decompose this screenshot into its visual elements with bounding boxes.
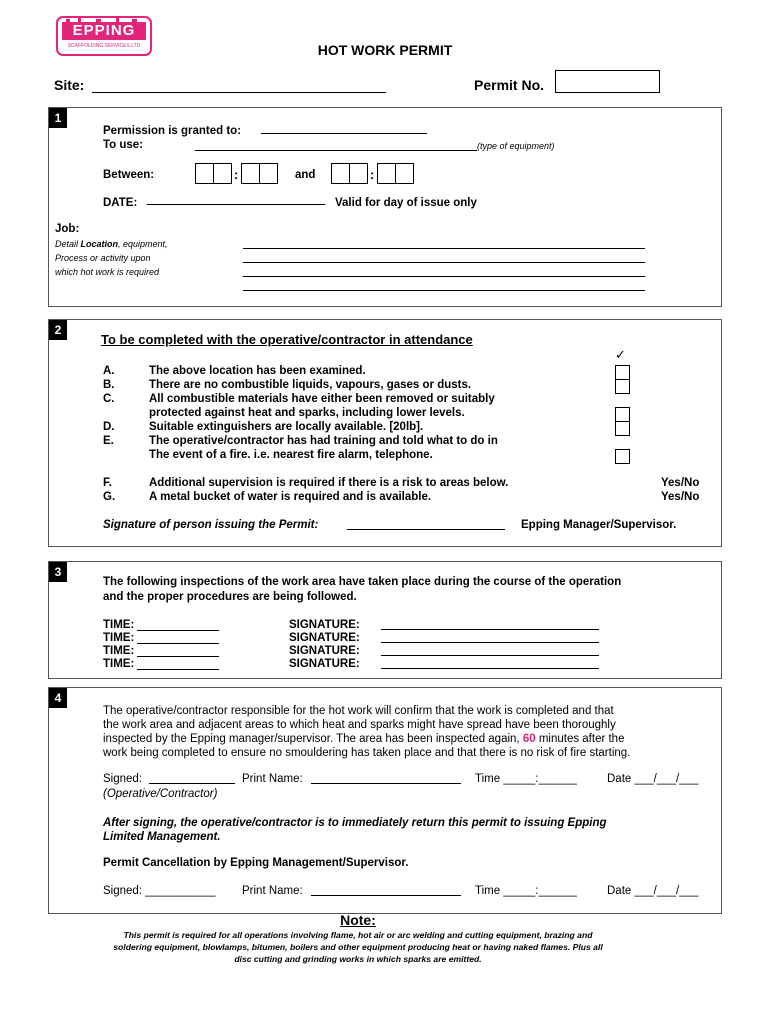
time-colon: : <box>234 167 239 182</box>
job-detail-line3: which hot work is required <box>55 267 160 277</box>
completion-text-1: The operative/contractor responsible for the hot work will confirm that the work is completed and that <box>103 705 614 717</box>
section-1 <box>48 107 722 307</box>
checklist-text: There are no combustible liquids, vapours, gases or dusts. <box>149 379 472 391</box>
signature-field-2[interactable] <box>381 642 599 643</box>
item-f-yesno[interactable]: Yes/No <box>661 477 700 489</box>
permit-no-label: Permit No. <box>474 77 545 93</box>
permission-label: Permission is granted to: <box>103 125 242 137</box>
equipment-field[interactable] <box>195 150 477 151</box>
minutes-value: 60 <box>522 733 536 745</box>
checkbox-a[interactable] <box>615 365 630 380</box>
operative-print-name-field[interactable] <box>311 783 461 784</box>
to-use-label: To use: <box>103 139 144 151</box>
permission-field[interactable] <box>261 133 427 134</box>
completion-text-3 <box>103 733 624 745</box>
checklist-text: The event of a fire. i.e. nearest fire alarm, telephone. <box>149 449 433 461</box>
after-signing-note-2: Limited Management. <box>103 831 221 843</box>
cancel-print-name-label: Print Name: <box>242 885 303 897</box>
end-hour-1[interactable] <box>331 163 350 184</box>
checklist-text: Suitable extinguishers are locally available. [20lb]. <box>149 421 424 433</box>
checklist-text: The operative/contractor has had training and told what to do in <box>149 435 498 447</box>
tick-icon: ✓ <box>615 347 626 362</box>
job-field-4[interactable] <box>243 290 645 291</box>
end-min-2[interactable] <box>395 163 414 184</box>
job-field-3[interactable] <box>243 276 645 277</box>
note-line-1: This permit is required for all operations involving flame, hot air or arc welding and cutting equipment, brazing and <box>123 930 593 940</box>
signature-label: SIGNATURE: <box>289 632 360 644</box>
operative-caption: (Operative/Contractor) <box>103 788 218 800</box>
logo-brand: EPPING <box>72 22 136 39</box>
note-heading: Note: <box>340 912 376 928</box>
checklist-letter: D. <box>103 421 115 433</box>
issuer-role: Epping Manager/Supervisor. <box>521 519 677 531</box>
section-number: 3 <box>49 562 67 582</box>
signature-label: SIGNATURE: <box>289 645 360 657</box>
time-label: TIME: <box>103 658 135 670</box>
date-field[interactable] <box>147 204 325 205</box>
checkbox-e[interactable] <box>615 449 630 464</box>
permit-no-field[interactable] <box>555 70 660 93</box>
start-hour-1[interactable] <box>195 163 214 184</box>
checklist-letter: B. <box>103 379 115 391</box>
signature-label: SIGNATURE: <box>289 658 360 670</box>
job-label: Job: <box>55 223 80 235</box>
cancel-print-name-field[interactable] <box>311 895 461 896</box>
section-4 <box>48 687 722 914</box>
signed-label: Signed: <box>103 773 143 785</box>
section-2-heading: To be completed with the operative/contractor in attendance <box>101 332 473 347</box>
cancellation-heading: Permit Cancellation by Epping Management/Supervisor. <box>103 857 409 869</box>
time-field-2[interactable] <box>137 643 219 644</box>
completion-text: inspected by the Epping manager/supervisor. The area has been inspected again, <box>103 733 523 745</box>
signature-field-3[interactable] <box>381 655 599 656</box>
checklist-text: protected against heat and sparks, including lower levels. <box>149 407 465 419</box>
time-field-1[interactable] <box>137 630 219 631</box>
job-field-1[interactable] <box>243 248 645 249</box>
section-number: 2 <box>49 320 67 340</box>
checkbox-b[interactable] <box>615 379 630 394</box>
checkbox-d[interactable] <box>615 421 630 436</box>
job-detail-line1 <box>55 239 168 249</box>
note-line-2: soldering equipment, blowlamps, bitumen, boilers and other equipment producing heat or having naked flames. Plus all <box>113 942 603 952</box>
logo-tagline: SCAFFOLDING SERVICES LTD <box>67 43 141 49</box>
detail-text: Detail <box>55 239 81 249</box>
section-number: 4 <box>49 688 67 708</box>
cancel-signed-field[interactable]: Signed: ___________ <box>103 885 216 897</box>
start-hour-2[interactable] <box>213 163 232 184</box>
note-line-3: disc cutting and grinding works in which sparks are emitted. <box>234 954 482 964</box>
between-label: Between: <box>103 169 155 181</box>
checklist-text: All combustible materials have either been removed or suitably <box>149 393 495 405</box>
start-min-2[interactable] <box>259 163 278 184</box>
checklist-letter: E. <box>103 435 114 447</box>
job-detail-line2: Process or activity upon <box>55 253 151 263</box>
checkbox-c[interactable] <box>615 407 630 422</box>
time-label: TIME: <box>103 619 135 631</box>
page-title: HOT WORK PERMIT <box>317 42 453 58</box>
section-3-text-2: and the proper procedures are being followed. <box>103 591 357 603</box>
time-field-4[interactable] <box>137 669 219 670</box>
issuer-signature-field[interactable] <box>347 529 505 530</box>
signature-field-1[interactable] <box>381 629 599 630</box>
operative-date-field[interactable]: Date ___/___/___ <box>607 773 699 785</box>
start-min-1[interactable] <box>241 163 260 184</box>
item-g-letter: G. <box>103 491 116 503</box>
signature-field-4[interactable] <box>381 668 599 669</box>
completion-text-2: the work area and adjacent areas to which heat and sparks might have spread have been thoroughly <box>103 719 616 731</box>
completion-text-4: work being completed to ensure no smouldering has taken place and that there is no risk of fire starting. <box>103 747 631 759</box>
cancel-date-field[interactable]: Date ___/___/___ <box>607 885 699 897</box>
end-min-1[interactable] <box>377 163 396 184</box>
checklist-letter: C. <box>103 393 115 405</box>
item-f-text: Additional supervision is required if there is a risk to areas below. <box>149 477 509 489</box>
detail-text: , equipment, <box>118 239 168 249</box>
section-3 <box>48 561 722 679</box>
signature-label: SIGNATURE: <box>289 619 360 631</box>
time-label: TIME: <box>103 645 135 657</box>
section-2 <box>48 319 722 547</box>
section-number: 1 <box>49 108 67 128</box>
section-3-text-1: The following inspections of the work area have taken place during the course of the operation <box>103 576 622 588</box>
checklist-letter: A. <box>103 365 115 377</box>
item-g-text: A metal bucket of water is required and is available. <box>149 491 432 503</box>
time-colon: : <box>370 167 375 182</box>
type-equipment-hint: (type of equipment) <box>477 141 555 151</box>
site-field[interactable] <box>92 92 386 93</box>
after-signing-note-1: After signing, the operative/contractor is to immediately return this permit to issuing Epping <box>103 817 607 829</box>
item-g-yesno[interactable]: Yes/No <box>661 491 700 503</box>
job-field-2[interactable] <box>243 262 645 263</box>
checklist-text: The above location has been examined. <box>149 365 366 377</box>
item-f-letter: F. <box>103 477 112 489</box>
cancel-time-field[interactable]: Time _____:______ <box>475 885 577 897</box>
time-label: TIME: <box>103 632 135 644</box>
operative-signed-field[interactable] <box>149 783 235 784</box>
date-label: DATE: <box>103 197 138 209</box>
and-label: and <box>295 169 316 181</box>
print-name-label: Print Name: <box>242 773 303 785</box>
valid-note: Valid for day of issue only <box>335 197 477 209</box>
detail-location: Location <box>80 239 119 249</box>
operative-time-field[interactable]: Time _____:______ <box>475 773 577 785</box>
end-hour-2[interactable] <box>349 163 368 184</box>
time-field-3[interactable] <box>137 656 219 657</box>
issuer-signature-label: Signature of person issuing the Permit: <box>103 519 319 531</box>
completion-text: minutes after the <box>535 733 625 745</box>
site-label: Site: <box>54 77 85 93</box>
